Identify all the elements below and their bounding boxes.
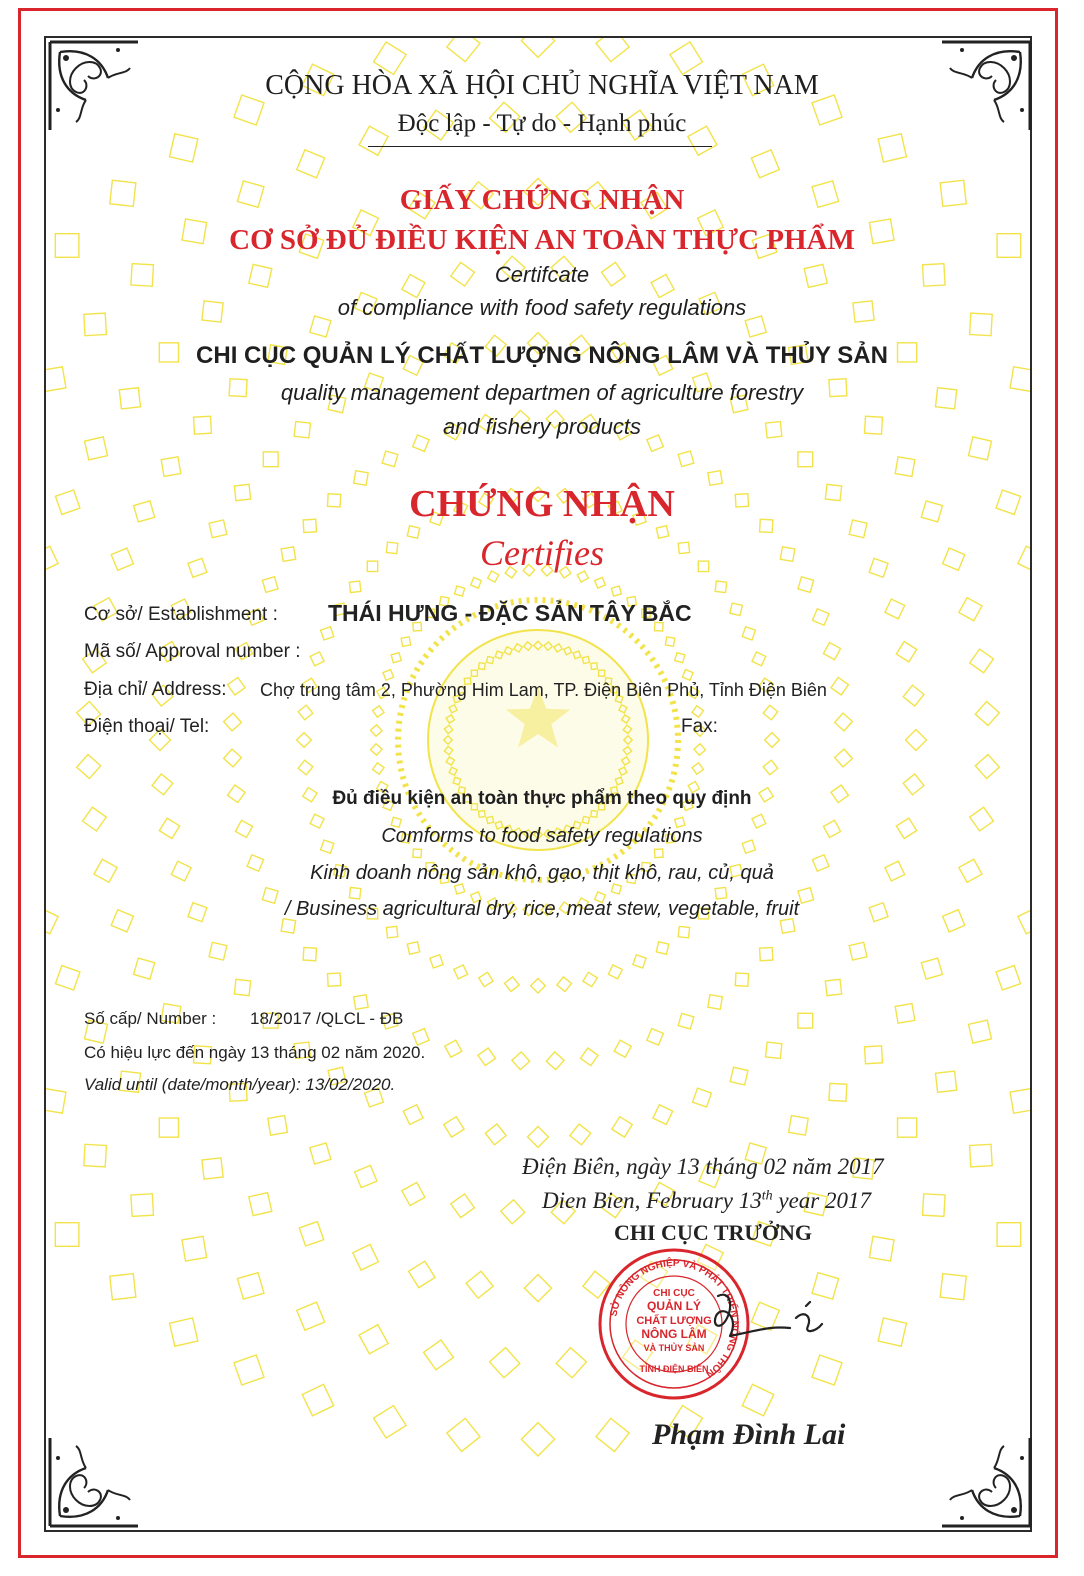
- certificate-title-en: Certifcate: [494, 262, 590, 287]
- issuer-name-vi: CHI CỤC QUẢN LÝ CHẤT LƯỢNG NÔNG LÂM VÀ THỦY SẢN: [196, 342, 888, 369]
- tel-label: Điện thoại/ Tel:: [84, 716, 210, 737]
- valid-until-en: Valid until (date/month/year): 13/02/2020.: [84, 1075, 396, 1094]
- country-name: CỘNG HÒA XÃ HỘI CHỦ NGHĨA VIỆT NAM: [265, 70, 819, 101]
- stamp-bottom-text: TỈNH ĐIỆN BIÊN: [639, 1364, 709, 1374]
- issuer-name-en-line2: and fishery products: [442, 414, 642, 439]
- issue-date-en: [542, 1188, 871, 1214]
- valid-until-vi: Có hiệu lực đến ngày 13 tháng 02 năm 2020.: [84, 1043, 426, 1062]
- certificate-subtitle-en: of compliance with food safety regulations: [337, 295, 747, 320]
- fax-label: Fax:: [681, 716, 718, 737]
- business-scope-vi: Kinh doanh nông sản khô, gạo, thịt khô, rau, củ, quả: [310, 862, 774, 884]
- issue-date-en-suffix: th: [761, 1188, 773, 1204]
- business-scope-en: / Business agricultural dry, rice, meat stew, vegetable, fruit: [284, 898, 800, 920]
- stamp-center-line3: CHẤT LƯỢNG: [636, 1315, 712, 1327]
- number-value: 18/2017 /QLCL - ĐB: [250, 1009, 404, 1028]
- issuer-name-en-line1: quality management departmen of agriculture forestry: [280, 380, 804, 405]
- number-label: Số cấp/ Number :: [84, 1009, 217, 1028]
- stamp-center-line5: VÀ THỦY SẢN: [643, 1343, 705, 1353]
- address-value: Chợ trung tâm 2, Phường Him Lam, TP. Điện Biên Phủ, Tỉnh Điện Biên: [260, 680, 827, 700]
- establishment-value: THÁI HƯNG - ĐẶC SẢN TÂY BẮC: [328, 600, 692, 626]
- issue-date-vi: Điện Biên, ngày 13 tháng 02 năm 2017: [522, 1154, 884, 1179]
- compliance-statement-en: Comforms to food safety regulations: [381, 825, 703, 847]
- stamp-center-line4: NÔNG LÂM: [641, 1327, 707, 1341]
- address-label: Địa chỉ/ Address:: [84, 679, 227, 700]
- certifies-heading-en: Certifies: [480, 533, 604, 573]
- establishment-label: Cơ sở/ Establishment :: [84, 604, 278, 625]
- signer-position: CHI CỤC TRƯỞNG: [614, 1220, 813, 1245]
- issue-date-en-year: year 2017: [772, 1188, 871, 1213]
- stamp-center-line1: CHI CỤC: [653, 1288, 695, 1299]
- stamp-ring-text: SỞ NÔNG NGHIỆP VÀ PHÁT TRIỂN NÔNG THÔN: [608, 1257, 741, 1380]
- certificate-subtitle-vi: CƠ SỞ ĐỦ ĐIỀU KIỆN AN TOÀN THỰC PHẨM: [229, 224, 855, 256]
- signer-name: Phạm Đình Lai: [652, 1418, 846, 1451]
- certificate-title-vi: GIẤY CHỨNG NHẬN: [399, 184, 685, 216]
- motto-underline: [368, 146, 712, 147]
- inner-dark-border: [44, 36, 1032, 1532]
- issue-date-en-main: Dien Bien, February 13: [542, 1188, 762, 1213]
- corner-ornament-bottom-left: [46, 1434, 142, 1530]
- national-motto: Độc lập - Tự do - Hạnh phúc: [397, 110, 687, 137]
- handwritten-signature: [700, 1286, 830, 1356]
- compliance-statement-vi: Đủ điều kiện an toàn thực phẩm theo quy định: [332, 788, 752, 809]
- corner-ornament-bottom-right: [938, 1434, 1034, 1530]
- stamp-center-line2: QUẢN LÝ: [647, 1299, 701, 1313]
- certifies-heading-vi: CHỨNG NHẬN: [409, 483, 675, 525]
- approval-number-label: Mã số/ Approval number :: [84, 641, 301, 662]
